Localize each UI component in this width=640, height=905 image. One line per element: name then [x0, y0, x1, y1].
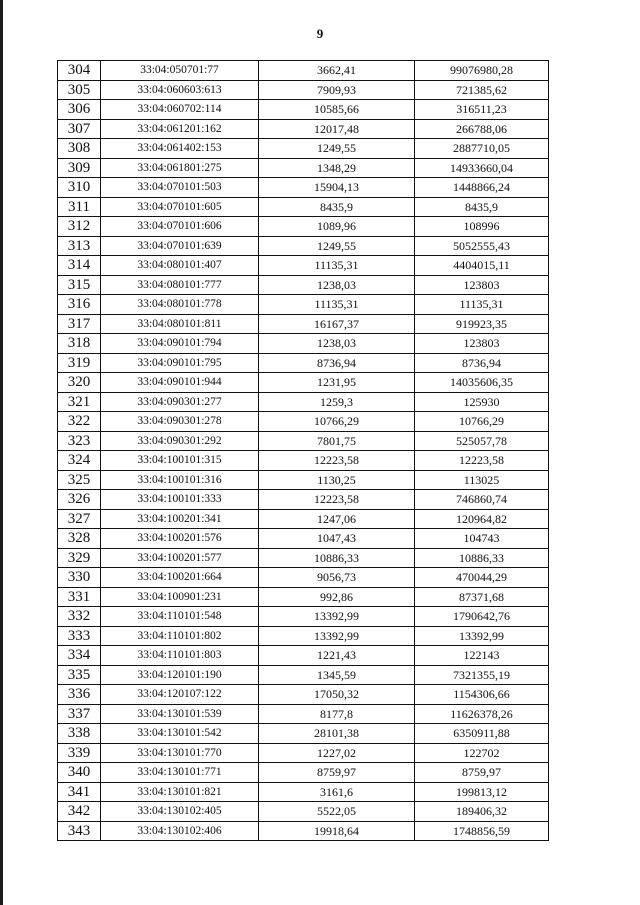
cadastral-number-cell: 33:04:090301:292 — [101, 431, 259, 451]
table-row — [58, 782, 549, 802]
row-number-cell: 306 — [58, 100, 101, 120]
area-cell: 10886,33 — [259, 548, 415, 568]
value-cell: 1154306,66 — [415, 685, 549, 705]
value-cell: 470044,29 — [415, 568, 549, 588]
table-row — [58, 802, 549, 822]
value-cell: 721385,62 — [415, 80, 549, 100]
row-number-cell: 304 — [58, 61, 101, 81]
table-row — [58, 451, 549, 471]
row-number-cell: 315 — [58, 275, 101, 295]
value-cell: 5052555,43 — [415, 236, 549, 256]
cadastral-number-cell: 33:04:120101:190 — [101, 665, 259, 685]
value-cell: 10886,33 — [415, 548, 549, 568]
row-number-cell: 330 — [58, 568, 101, 588]
table-row — [58, 763, 549, 783]
area-cell: 10585,66 — [259, 100, 415, 120]
area-cell: 7909,93 — [259, 80, 415, 100]
cadastral-number-cell: 33:04:130101:821 — [101, 782, 259, 802]
value-cell: 746860,74 — [415, 490, 549, 510]
value-cell: 14933660,04 — [415, 158, 549, 178]
area-cell: 3662,41 — [259, 61, 415, 81]
row-number-cell: 340 — [58, 763, 101, 783]
value-cell: 123803 — [415, 334, 549, 354]
value-cell: 104743 — [415, 529, 549, 549]
table-row — [58, 509, 549, 529]
cadastral-number-cell: 33:04:110101:802 — [101, 626, 259, 646]
cadastral-number-cell: 33:04:100101:315 — [101, 451, 259, 471]
table-row — [58, 197, 549, 217]
cadastral-number-cell: 33:04:061801:275 — [101, 158, 259, 178]
row-number-cell: 339 — [58, 743, 101, 763]
table-row — [58, 568, 549, 588]
table-row — [58, 529, 549, 549]
cadastral-number-cell: 33:04:110101:803 — [101, 646, 259, 666]
row-number-cell: 343 — [58, 821, 101, 841]
table-row — [58, 607, 549, 627]
area-cell: 1247,06 — [259, 509, 415, 529]
value-cell: 122143 — [415, 646, 549, 666]
table-row — [58, 743, 549, 763]
value-cell: 7321355,19 — [415, 665, 549, 685]
row-number-cell: 321 — [58, 392, 101, 412]
value-cell: 189406,32 — [415, 802, 549, 822]
row-number-cell: 332 — [58, 607, 101, 627]
row-number-cell: 326 — [58, 490, 101, 510]
cadastral-number-cell: 33:04:070101:606 — [101, 217, 259, 237]
area-cell: 5522,05 — [259, 802, 415, 822]
table-row — [58, 470, 549, 490]
area-cell: 992,86 — [259, 587, 415, 607]
table-row — [58, 158, 549, 178]
value-cell: 266788,06 — [415, 119, 549, 139]
value-cell: 4404015,11 — [415, 256, 549, 276]
row-number-cell: 307 — [58, 119, 101, 139]
row-number-cell: 311 — [58, 197, 101, 217]
row-number-cell: 308 — [58, 139, 101, 159]
value-cell: 199813,12 — [415, 782, 549, 802]
table-row — [58, 61, 549, 81]
row-number-cell: 333 — [58, 626, 101, 646]
row-number-cell: 317 — [58, 314, 101, 334]
cadastral-number-cell: 33:04:090301:278 — [101, 412, 259, 432]
row-number-cell: 310 — [58, 178, 101, 198]
row-number-cell: 316 — [58, 295, 101, 315]
table-row — [58, 139, 549, 159]
cadastral-number-cell: 33:04:130101:539 — [101, 704, 259, 724]
value-cell: 113025 — [415, 470, 549, 490]
value-cell: 1790642,76 — [415, 607, 549, 627]
cadastral-number-cell: 33:04:070101:503 — [101, 178, 259, 198]
value-cell: 316511,23 — [415, 100, 549, 120]
cadastral-number-cell: 33:04:090101:794 — [101, 334, 259, 354]
row-number-cell: 335 — [58, 665, 101, 685]
cadastral-number-cell: 33:04:080101:407 — [101, 256, 259, 276]
area-cell: 1238,03 — [259, 334, 415, 354]
table-row — [58, 548, 549, 568]
area-cell: 1348,29 — [259, 158, 415, 178]
area-cell: 1231,95 — [259, 373, 415, 393]
cadastral-number-cell: 33:04:100101:316 — [101, 470, 259, 490]
value-cell: 10766,29 — [415, 412, 549, 432]
area-cell: 15904,13 — [259, 178, 415, 198]
area-cell: 8435,9 — [259, 197, 415, 217]
cadastral-number-cell: 33:04:090101:795 — [101, 353, 259, 373]
table-row — [58, 80, 549, 100]
area-cell: 1047,43 — [259, 529, 415, 549]
row-number-cell: 319 — [58, 353, 101, 373]
value-cell: 6350911,88 — [415, 724, 549, 744]
table-row — [58, 100, 549, 120]
cadastral-number-cell: 33:04:100901:231 — [101, 587, 259, 607]
cadastral-number-cell: 33:04:130102:406 — [101, 821, 259, 841]
table-row — [58, 236, 549, 256]
table-row — [58, 314, 549, 334]
table-row — [58, 724, 549, 744]
area-cell: 13392,99 — [259, 626, 415, 646]
cadastral-number-cell: 33:04:130101:771 — [101, 763, 259, 783]
area-cell: 1221,43 — [259, 646, 415, 666]
row-number-cell: 334 — [58, 646, 101, 666]
value-cell: 122702 — [415, 743, 549, 763]
value-cell: 125930 — [415, 392, 549, 412]
row-number-cell: 312 — [58, 217, 101, 237]
table-body — [58, 61, 549, 841]
table-row — [58, 392, 549, 412]
area-cell: 16167,37 — [259, 314, 415, 334]
area-cell: 8759,97 — [259, 763, 415, 783]
cadastral-number-cell: 33:04:060603:613 — [101, 80, 259, 100]
table-row — [58, 334, 549, 354]
row-number-cell: 323 — [58, 431, 101, 451]
cadastral-number-cell: 33:04:130101:542 — [101, 724, 259, 744]
row-number-cell: 322 — [58, 412, 101, 432]
table-row — [58, 373, 549, 393]
area-cell: 1130,25 — [259, 470, 415, 490]
cadastral-number-cell: 33:04:130102:405 — [101, 802, 259, 822]
area-cell: 1259,3 — [259, 392, 415, 412]
area-cell: 1227,02 — [259, 743, 415, 763]
row-number-cell: 318 — [58, 334, 101, 354]
row-number-cell: 328 — [58, 529, 101, 549]
cadastral-number-cell: 33:04:061201:162 — [101, 119, 259, 139]
area-cell: 11135,31 — [259, 256, 415, 276]
value-cell: 14035606,35 — [415, 373, 549, 393]
table-row — [58, 178, 549, 198]
area-cell: 8177,8 — [259, 704, 415, 724]
area-cell: 12223,58 — [259, 451, 415, 471]
table-row — [58, 217, 549, 237]
cadastral-number-cell: 33:04:100201:577 — [101, 548, 259, 568]
value-cell: 13392,99 — [415, 626, 549, 646]
area-cell: 12017,48 — [259, 119, 415, 139]
area-cell: 11135,31 — [259, 295, 415, 315]
cadastral-number-cell: 33:04:100201:664 — [101, 568, 259, 588]
area-cell: 10766,29 — [259, 412, 415, 432]
row-number-cell: 305 — [58, 80, 101, 100]
row-number-cell: 325 — [58, 470, 101, 490]
cadastral-table — [57, 60, 549, 841]
area-cell: 17050,32 — [259, 685, 415, 705]
row-number-cell: 331 — [58, 587, 101, 607]
table-row — [58, 412, 549, 432]
row-number-cell: 338 — [58, 724, 101, 744]
cadastral-number-cell: 33:04:090301:277 — [101, 392, 259, 412]
area-cell: 1249,55 — [259, 139, 415, 159]
value-cell: 11135,31 — [415, 295, 549, 315]
row-number-cell: 320 — [58, 373, 101, 393]
table-row — [58, 665, 549, 685]
cadastral-number-cell: 33:04:050701:77 — [101, 61, 259, 81]
cadastral-number-cell: 33:04:100201:576 — [101, 529, 259, 549]
cadastral-number-cell: 33:04:060702:114 — [101, 100, 259, 120]
row-number-cell: 327 — [58, 509, 101, 529]
table-row — [58, 626, 549, 646]
cadastral-number-cell: 33:04:130101:770 — [101, 743, 259, 763]
area-cell: 1238,03 — [259, 275, 415, 295]
cadastral-number-cell: 33:04:110101:548 — [101, 607, 259, 627]
value-cell: 8736,94 — [415, 353, 549, 373]
row-number-cell: 341 — [58, 782, 101, 802]
page-left-edge — [0, 0, 3, 905]
value-cell: 120964,82 — [415, 509, 549, 529]
row-number-cell: 342 — [58, 802, 101, 822]
value-cell: 99076980,28 — [415, 61, 549, 81]
value-cell: 1448866,24 — [415, 178, 549, 198]
area-cell: 28101,38 — [259, 724, 415, 744]
table-row — [58, 431, 549, 451]
cadastral-number-cell: 33:04:120107:122 — [101, 685, 259, 705]
row-number-cell: 329 — [58, 548, 101, 568]
value-cell: 2887710,05 — [415, 139, 549, 159]
value-cell: 87371,68 — [415, 587, 549, 607]
value-cell: 525057,78 — [415, 431, 549, 451]
area-cell: 1089,96 — [259, 217, 415, 237]
value-cell: 8435,9 — [415, 197, 549, 217]
table-row — [58, 119, 549, 139]
row-number-cell: 337 — [58, 704, 101, 724]
value-cell: 108996 — [415, 217, 549, 237]
table-row — [58, 685, 549, 705]
table-row — [58, 587, 549, 607]
area-cell: 1345,59 — [259, 665, 415, 685]
area-cell: 7801,75 — [259, 431, 415, 451]
table-row — [58, 256, 549, 276]
table-row — [58, 353, 549, 373]
table-row — [58, 704, 549, 724]
value-cell: 919923,35 — [415, 314, 549, 334]
area-cell: 1249,55 — [259, 236, 415, 256]
row-number-cell: 313 — [58, 236, 101, 256]
row-number-cell: 336 — [58, 685, 101, 705]
cadastral-number-cell: 33:04:070101:605 — [101, 197, 259, 217]
cadastral-number-cell: 33:04:061402:153 — [101, 139, 259, 159]
cadastral-number-cell: 33:04:080101:811 — [101, 314, 259, 334]
row-number-cell: 309 — [58, 158, 101, 178]
area-cell: 8736,94 — [259, 353, 415, 373]
table-row — [58, 275, 549, 295]
cadastral-number-cell: 33:04:080101:778 — [101, 295, 259, 315]
value-cell: 12223,58 — [415, 451, 549, 471]
row-number-cell: 324 — [58, 451, 101, 471]
cadastral-number-cell: 33:04:100201:341 — [101, 509, 259, 529]
area-cell: 9056,73 — [259, 568, 415, 588]
value-cell: 8759,97 — [415, 763, 549, 783]
table-row — [58, 295, 549, 315]
value-cell: 1748856,59 — [415, 821, 549, 841]
area-cell: 13392,99 — [259, 607, 415, 627]
cadastral-number-cell: 33:04:080101:777 — [101, 275, 259, 295]
area-cell: 12223,58 — [259, 490, 415, 510]
table-row — [58, 490, 549, 510]
table-row — [58, 821, 549, 841]
page-number: 9 — [316, 26, 324, 41]
cadastral-number-cell: 33:04:070101:639 — [101, 236, 259, 256]
table-row — [58, 646, 549, 666]
area-cell: 19918,64 — [259, 821, 415, 841]
cadastral-number-cell: 33:04:090101:944 — [101, 373, 259, 393]
area-cell: 3161,6 — [259, 782, 415, 802]
row-number-cell: 314 — [58, 256, 101, 276]
cadastral-number-cell: 33:04:100101:333 — [101, 490, 259, 510]
value-cell: 11626378,26 — [415, 704, 549, 724]
value-cell: 123803 — [415, 275, 549, 295]
